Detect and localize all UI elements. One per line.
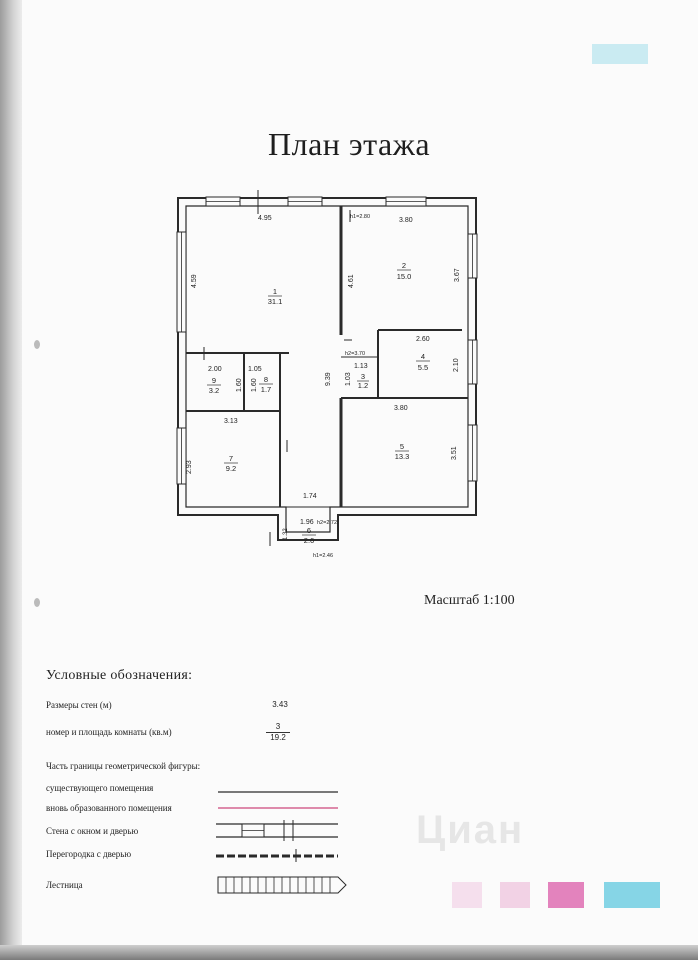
room-6-label [302,526,316,545]
svg-text:5.5: 5.5 [417,363,429,372]
svg-text:7: 7 [228,454,234,463]
dim-corridor-width: 1.74 [303,493,317,500]
svg-text:15.0: 15.0 [396,272,412,281]
room-5-label [395,442,410,461]
dim-porch-width: 1.96 [300,519,314,526]
svg-text:1.2: 1.2 [357,381,369,390]
room-9-label [207,376,221,395]
dim-room7-height: 2.93 [186,460,193,474]
room-2-label [397,261,412,281]
dim-room9-height: 1.60 [236,378,243,392]
svg-text:1.7: 1.7 [260,385,272,394]
room-1-label [268,287,283,306]
dim-room4-height: 2.10 [453,358,460,372]
watermark-logo: Циан [416,808,525,852]
legend-wall-window-door-label: Стена с окном и дверью [46,826,139,836]
svg-text:4: 4 [420,352,426,361]
dim-porch-height: 1.32 [283,528,289,540]
wall-window-door-symbol [216,820,338,841]
legend-stairs-label: Лестница [46,880,83,890]
dim-room2-right: 3.67 [454,268,461,282]
room-8-label [259,375,273,394]
scan-color-bars [452,44,660,908]
dim-room2-left: 4.61 [348,274,355,288]
room-3-label [357,372,369,390]
legend-room-label: номер и площадь комнаты (кв.м) [46,727,172,737]
dim-top-left: 4.95 [258,215,272,222]
svg-text:2: 2 [401,261,407,270]
legend-heading: Условные обозначения: [46,668,193,683]
legend-new-label: вновь образованного помещения [46,803,172,813]
room-4-label [416,352,430,372]
legend-room-sample-number: 3 [266,722,290,733]
legend-partition-door-label: Перегородка с дверью [46,849,132,859]
svg-text:31.1: 31.1 [267,297,283,306]
dim-room8-width: 1.05 [248,366,262,373]
dim-h1-top: h1=2.80 [350,214,371,220]
dim-room9-width: 2.00 [208,366,222,373]
dim-corridor-height: 9.39 [325,372,332,386]
svg-text:9: 9 [211,376,217,385]
svg-text:2.6: 2.6 [303,536,315,545]
dim-room7-width: 3.13 [224,418,238,425]
room-labels [207,261,430,545]
legend-room-sample [266,722,290,743]
svg-text:3: 3 [360,372,366,381]
dim-room5-width: 3.80 [394,405,408,412]
dim-top-right: 3.80 [399,217,413,224]
dim-room8-height: 1.60 [251,378,258,392]
svg-text:3.2: 3.2 [208,386,220,395]
svg-text:9.2: 9.2 [225,464,237,473]
svg-text:6: 6 [306,526,312,535]
legend-existing-label: существующего помещения [46,783,154,793]
scale-label: Масштаб 1:100 [424,593,515,608]
dim-room4-width: 2.60 [416,336,430,343]
legend-boundary-heading: Часть границы геометрической фигуры: [46,761,201,771]
legend-wall-size-label: Размеры стен (м) [46,700,112,710]
svg-text:5: 5 [399,442,405,451]
dim-porch-h1: h1=2.46 [313,553,334,559]
dim-room3-height: 1.03 [345,372,352,386]
dim-room1-height: 4.59 [191,274,198,288]
legend-wall-size-sample: 3.43 [272,700,288,709]
stairs-symbol [218,877,346,893]
dim-h2: h2=3.70 [345,351,366,357]
svg-text:8: 8 [263,375,269,384]
dim-porch-h2: h2=2.72 [317,520,338,526]
legend-room-sample-area: 19.2 [270,733,286,742]
partition-door-symbol [216,849,338,862]
scan-bottom-edge [0,945,698,960]
walls [177,190,477,546]
svg-text:1: 1 [272,287,278,296]
room-7-label [224,454,238,473]
page-title: План этажа [267,126,431,162]
dim-room3-width: 1.13 [354,363,368,370]
svg-text:13.3: 13.3 [394,452,410,461]
dim-room5-height: 3.51 [451,446,458,460]
